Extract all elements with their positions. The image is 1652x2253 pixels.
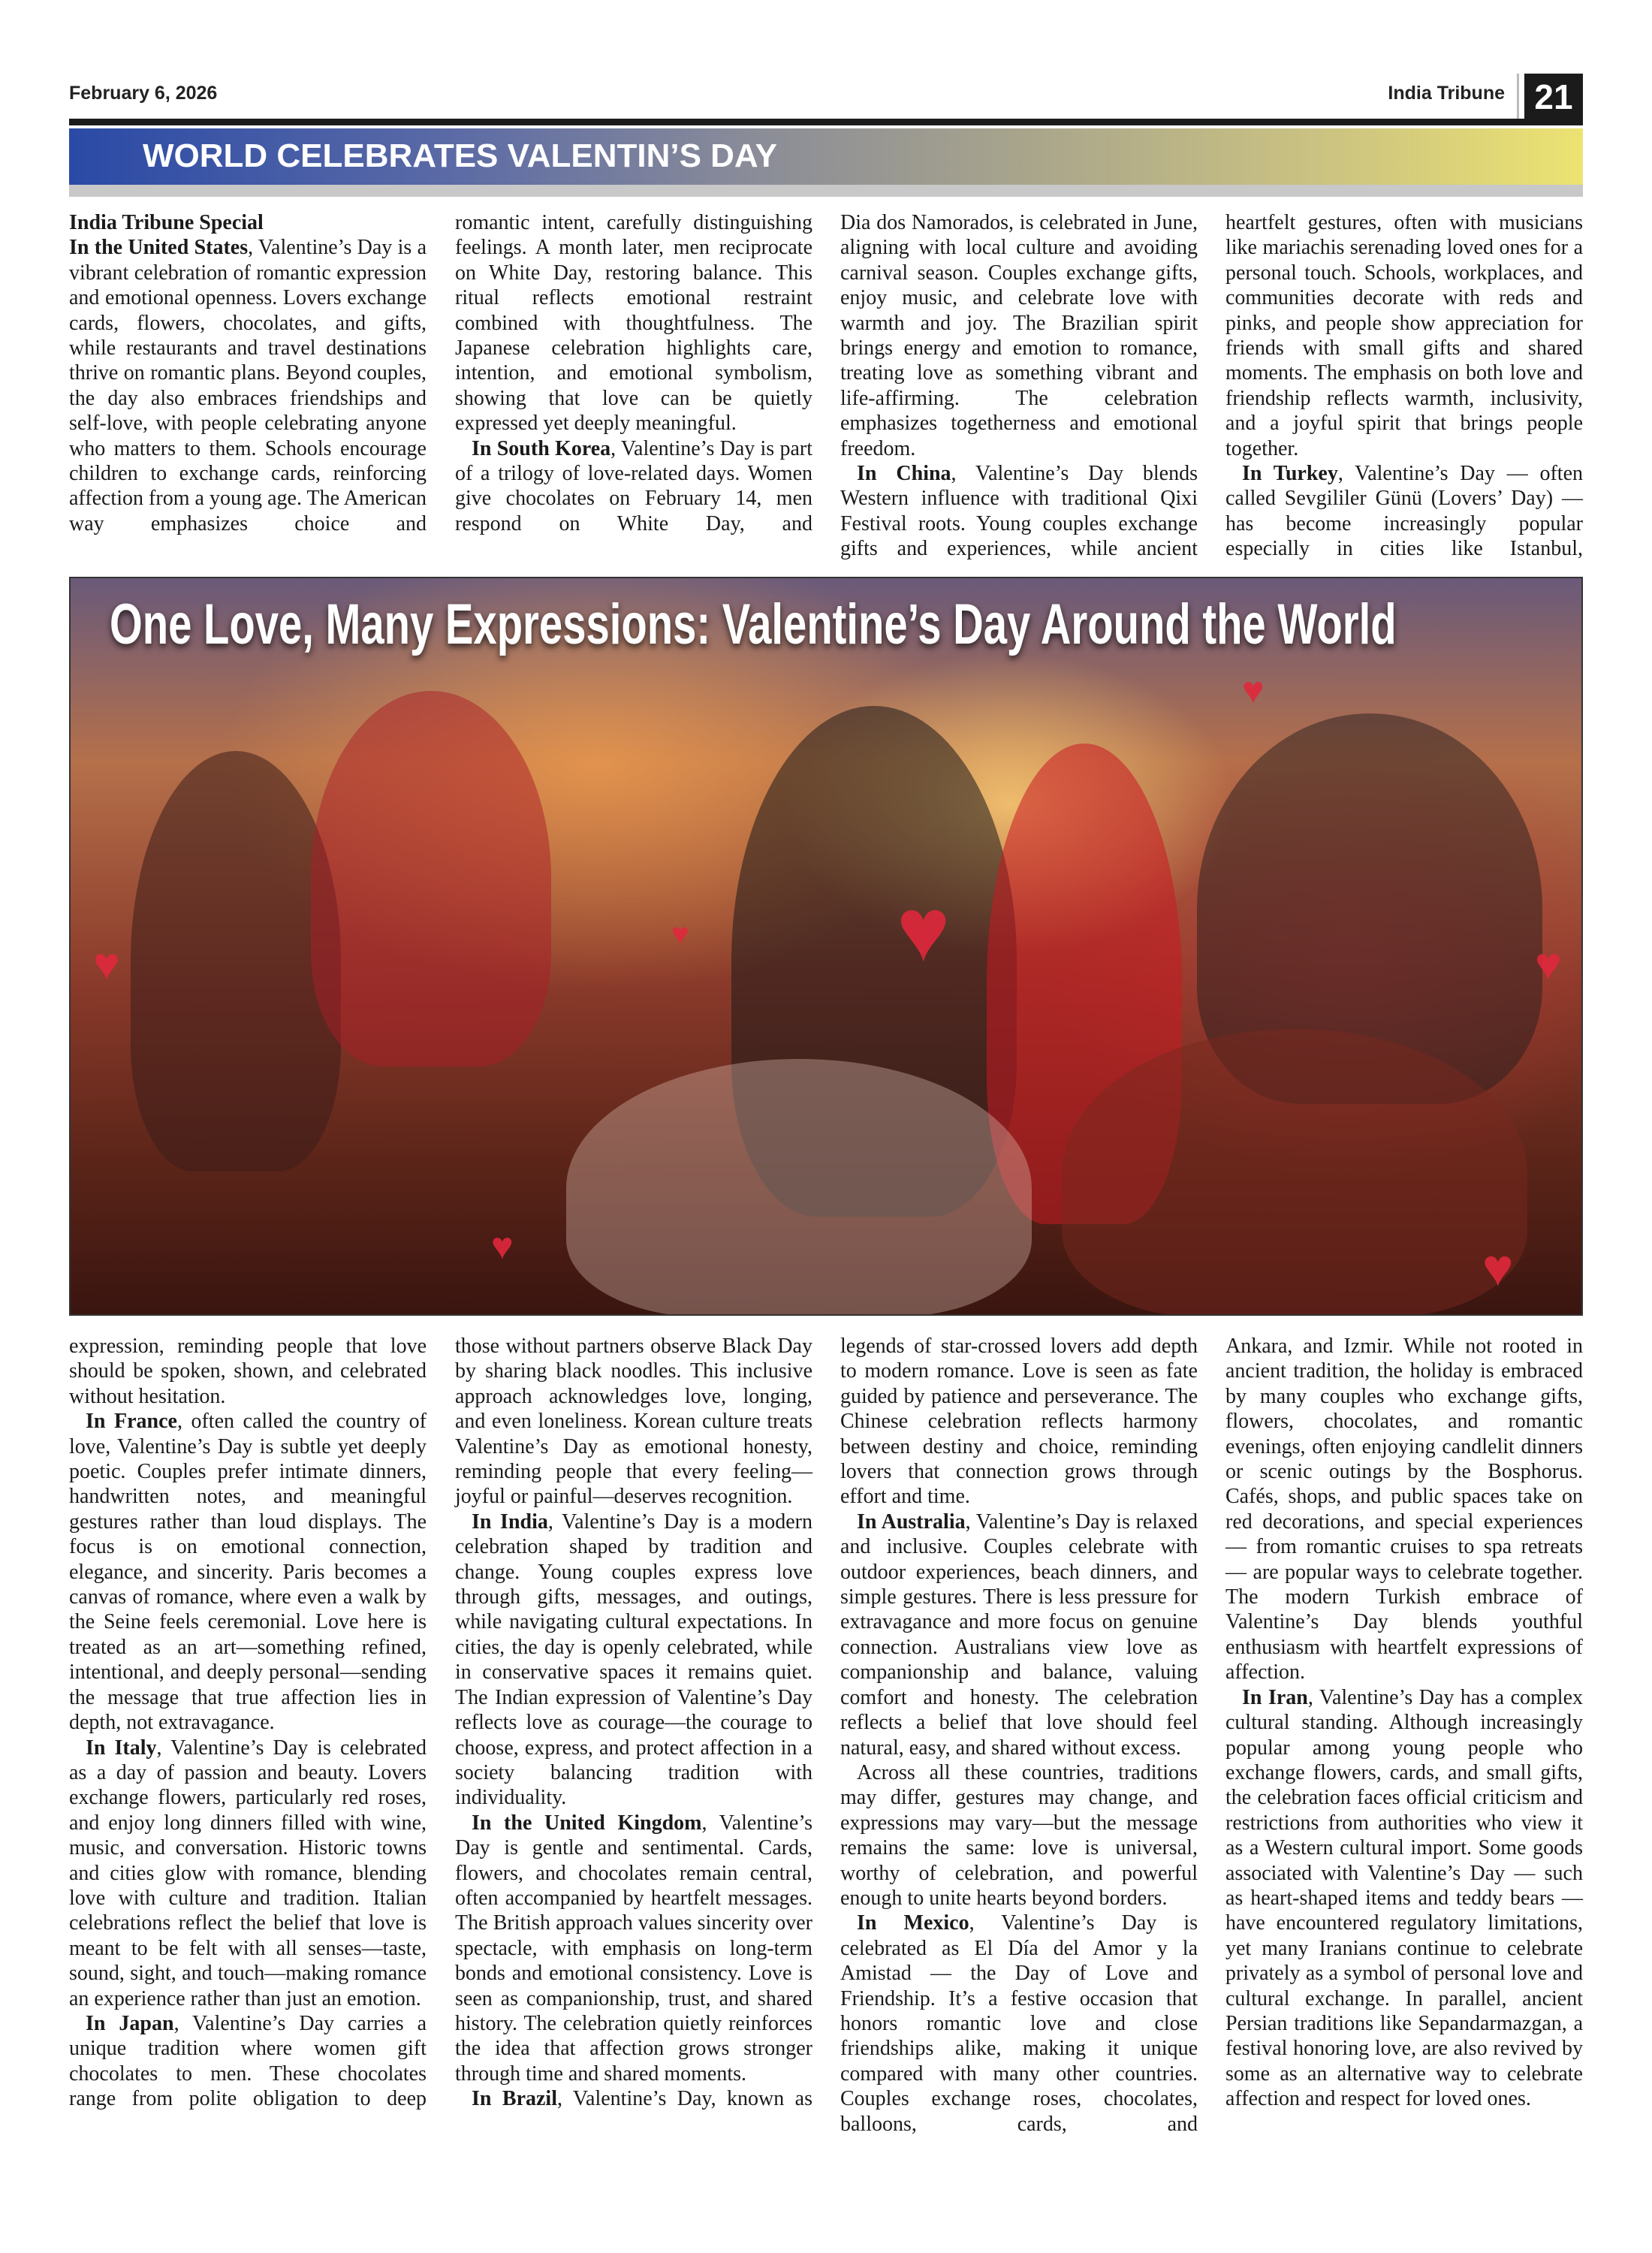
heart-icon: ♥ — [1535, 940, 1562, 989]
article-paragraph — [69, 1409, 427, 1735]
column-3-top — [840, 210, 1198, 562]
article-paragraph — [840, 461, 1198, 562]
issue-date: February 6, 2026 — [69, 83, 218, 104]
paragraph-text: , Valentine’s Day carries a unique tradition where women gift chocolates to men. These chocolates range from polite obligation to deep — [69, 2011, 427, 2111]
paragraph-text: expression, reminding people that love should be spoken, shown, and celebrated without hesitation. — [69, 1335, 427, 1408]
column-4-bottom — [1225, 1334, 1583, 2112]
header-rule — [69, 119, 1583, 125]
paragraph-lead: India Tribune Special — [69, 211, 264, 234]
article-paragraph — [69, 1736, 427, 2011]
column-2-bottom — [455, 1334, 812, 2112]
heart-icon: ♥ — [1482, 1240, 1514, 1298]
newspaper-name: India Tribune — [1388, 83, 1505, 104]
header-divider — [1517, 74, 1519, 120]
banner-strip — [69, 185, 1583, 197]
column-3-bottom — [840, 1334, 1198, 2137]
paragraph-text: legends of star-crossed lovers add depth to modern romance. Love is seen as fate guided by patience and perseverance. The Chinese celebration reflects harmony between destiny and choice, reminding lovers that connection grows through effort and time. — [840, 1335, 1198, 1509]
article-paragraph — [69, 235, 427, 536]
column-2-top — [455, 210, 812, 536]
paragraph-text: , Valentine’s Day is a vibrant celebration of romantic expression and emotional openness. Lovers exchange cards, flowers, chocolates, and gifts, while restaurants and travel destinations thrive on romantic plans. Beyond couples, the day also embraces friendships and self-love, with people celebrating anyone who matters to them. Schools encourage children to exchange cards, reinforcing affection from a young age. The American way emphasizes choice and — [69, 236, 427, 535]
paragraph-lead: In Australia — [857, 1510, 966, 1534]
paragraph-lead: In Italy — [86, 1736, 157, 1760]
heart-icon: ♥ — [93, 940, 120, 989]
section-banner — [69, 128, 1583, 185]
column-4-top — [1225, 210, 1583, 562]
paragraph-lead: In India — [472, 1510, 548, 1534]
article-paragraph — [455, 436, 812, 537]
paragraph-lead: In China — [857, 462, 951, 486]
article-paragraph — [69, 2011, 427, 2112]
paragraph-lead: In Japan — [86, 2011, 174, 2035]
feature-photo — [69, 577, 1583, 1316]
paragraph-text: , Valentine’s Day is celebrated as a day of passion and beauty. Lovers exchange flowers, particularly red roses, and enjoy long dinners filled with wine, music, and conversation. Historic towns and cities glow with romance, blending love with culture and tradition. Italian celebrations reflect the belief that love is meant to be felt with all senses—taste, sound, sight, and touch—making romance an experience rather than just an emotion. — [69, 1736, 427, 2010]
heart-icon: ♥ — [671, 917, 689, 951]
article-paragraph — [455, 1334, 812, 1510]
article-paragraph — [69, 210, 427, 235]
paragraph-lead: In Turkey — [1242, 462, 1338, 486]
photo-figure — [1062, 1029, 1527, 1316]
photo-figure — [566, 1059, 1032, 1316]
paragraph-text: , Valentine’s Day has a complex cultural standing. Although increasingly popular among young people who exchange flowers, cards, and small gifts, the celebration faces official criticism and restrictions from authorities who view it as a Western cultural import. Some goods associated with Valentine’s Day — such as heart-shaped items and teddy bears — have encountered regulatory limitations, yet many Iranians continue to celebrate privately as a symbol of personal love and cultural exchange. In parallel, ancient Persian traditions like Sepandarmazgan, a festival honoring love, are also revived by some as an alternative way to celebrate affection and respect for loved ones. — [1225, 1685, 1583, 2111]
paragraph-lead: In the United States — [69, 236, 249, 260]
paragraph-lead: In the United Kingdom — [472, 1811, 702, 1835]
heart-icon: ♥ — [1242, 669, 1265, 711]
article-paragraph — [455, 1510, 812, 1811]
article-paragraph — [1225, 461, 1583, 562]
heart-icon: ♥ — [491, 1225, 514, 1267]
paragraph-text: heartfelt gestures, often with musicians like mariachis serenading loved ones for a personal touch. Schools, workplaces, and communities decorate with reds and pinks, and people show appreciation for friends with small gifts and shared moments. The emphasis on both love and friendship reflects warmth, inclusivity, and a joyful spirit that brings people together. — [1225, 211, 1583, 460]
paragraph-text: those without partners observe Black Day by sharing black noodles. This inclusive approach acknowledges love, longing, and even loneliness. Korean culture treats Valentine’s Day as emotional honesty, reminding people that every feeling—joyful or painful—deserves recognition. — [455, 1335, 812, 1509]
paragraph-text: , Valentine’s Day blends Western influence with traditional Qixi Festival roots. Young couples exchange gifts and experiences, while ancient — [840, 462, 1198, 561]
article-paragraph — [1225, 1334, 1583, 1685]
page-number: 21 — [1524, 74, 1583, 120]
paragraph-text: romantic intent, carefully distinguishing feelings. A month later, men reciprocate on White Day, restoring balance. This ritual reflects emotional restraint combined with thoughtfulness. The Japanese celebration highlights care, intention, and emotional symbolism, showing that love can be quietly expressed yet deeply meaningful. — [455, 211, 812, 436]
paragraph-text: , Valentine’s Day is part of a trilogy of love-related days. Women give chocolates on February 14, men respond on White Day, and — [455, 436, 812, 535]
article-paragraph — [840, 1334, 1198, 1510]
photo-headline: One Love, Many Expressions: Valentine’s Day Around the World — [110, 593, 1397, 656]
section-title: WORLD CELEBRATES VALENTIN’S DAY — [143, 137, 778, 174]
article-paragraph — [840, 1911, 1198, 2137]
photo-figure — [311, 691, 551, 1066]
paragraph-text: Ankara, and Izmir. While not rooted in ancient tradition, the holiday is embraced by many couples who exchange gifts, flowers, chocolates, and romantic evenings, often enjoying candlelit dinners or scenic outings by the Bosphorus. Cafés, shops, and public spaces take on red decorations, and special experiences — from romantic cruises to spa retreats — are popular ways to celebrate together. The modern Turkish embrace of Valentine’s Day blends youthful enthusiasm with heartfelt expressions of affection. — [1225, 1335, 1583, 1684]
paragraph-lead: In South Korea — [472, 436, 611, 460]
paragraph-lead: In France — [86, 1410, 177, 1434]
paragraph-text: , Valentine’s Day is celebrated as El Día del Amor y la Amistad — the Day of Love and Friendship. It’s a festive occasion that honors romantic love and close friendships alike, making it unique compared with many other countries. Couples exchange roses, chocolates, balloons, cards, and — [840, 1911, 1198, 2136]
article-paragraph — [455, 2086, 812, 2111]
article-paragraph — [840, 210, 1198, 461]
paragraph-text: Across all these countries, traditions may differ, gestures may change, and expressions may vary—but the message remains the same: love is universal, worthy of celebration, and powerful enough to unite hearts beyond borders. — [840, 1760, 1198, 1910]
paragraph-text: , Valentine’s Day is gentle and sentimental. Cards, flowers, and chocolates remain central, often accompanied by heartfelt messages. The British approach values sincerity over spectacle, with emphasis on long-term bonds and emotional consistency. Love is seen as companionship, trust, and shared history. The celebration quietly reinforces the idea that affection grows stronger through time and shared moments. — [455, 1811, 812, 2086]
article-paragraph — [69, 1334, 427, 1409]
paragraph-text: , Valentine’s Day, known as — [557, 2087, 812, 2111]
paragraph-lead: In Mexico — [857, 1911, 969, 1935]
article-paragraph — [1225, 210, 1583, 461]
column-1-bottom — [69, 1334, 427, 2112]
heart-icon: ♥ — [897, 880, 951, 980]
paragraph-lead: In Iran — [1242, 1685, 1308, 1709]
column-1-top — [69, 210, 427, 536]
article-paragraph — [455, 210, 812, 436]
paragraph-text: , Valentine’s Day is relaxed and inclusive. Couples celebrate with outdoor experiences, beach dinners, and simple gestures. There is less pressure for extravagance and more focus on genuine connection. Australians view love as companionship and balance, valuing comfort and honesty. The celebration reflects a belief that love should feel natural, easy, and shared without excess. — [840, 1510, 1198, 1760]
paragraph-text: , Valentine’s Day is a modern celebration shaped by tradition and change. Young couples express love through gifts, messages, and outings, while navigating cultural expectations. In cities, the day is openly celebrated, while in conservative spaces it remains quiet. The Indian expression of Valentine’s Day reflects love as courage—the courage to choose, express, and protect affection in a society balancing tradition with individuality. — [455, 1510, 812, 1810]
article-paragraph — [840, 1510, 1198, 1760]
photo-figure — [131, 751, 341, 1172]
article-paragraph — [455, 1811, 812, 2086]
paragraph-lead: In Brazil — [472, 2087, 557, 2111]
article-paragraph — [840, 1760, 1198, 1911]
paragraph-text: , Valentine’s Day — often called Sevgililer Günü (Lovers’ Day) — has become increasingly popular especially in cities like Istanbul, — [1225, 462, 1583, 561]
paragraph-text: Dia dos Namorados, is celebrated in June, aligning with local culture and avoiding carnival season. Couples exchange gifts, enjoy music, and celebrate love with warmth and joy. The Brazilian spirit brings energy and emotion to romance, treating love as something vibrant and life-affirming. The celebration emphasizes togetherness and emotional freedom. — [840, 211, 1198, 460]
paragraph-text: , often called the country of love, Valentine’s Day is subtle yet deeply poetic. Couples prefer intimate dinners, handwritten notes, and meaningful gestures rather than loud displays. The focus is on emotional connection, elegance, and sincerity. Paris becomes a canvas of romance, where even a walk by the Seine feels ceremonial. Love here is treated as an art—something refined, intentional, and deeply personal—sending the message that true affection lies in depth, not extravagance. — [69, 1410, 427, 1735]
article-paragraph — [1225, 1685, 1583, 2112]
